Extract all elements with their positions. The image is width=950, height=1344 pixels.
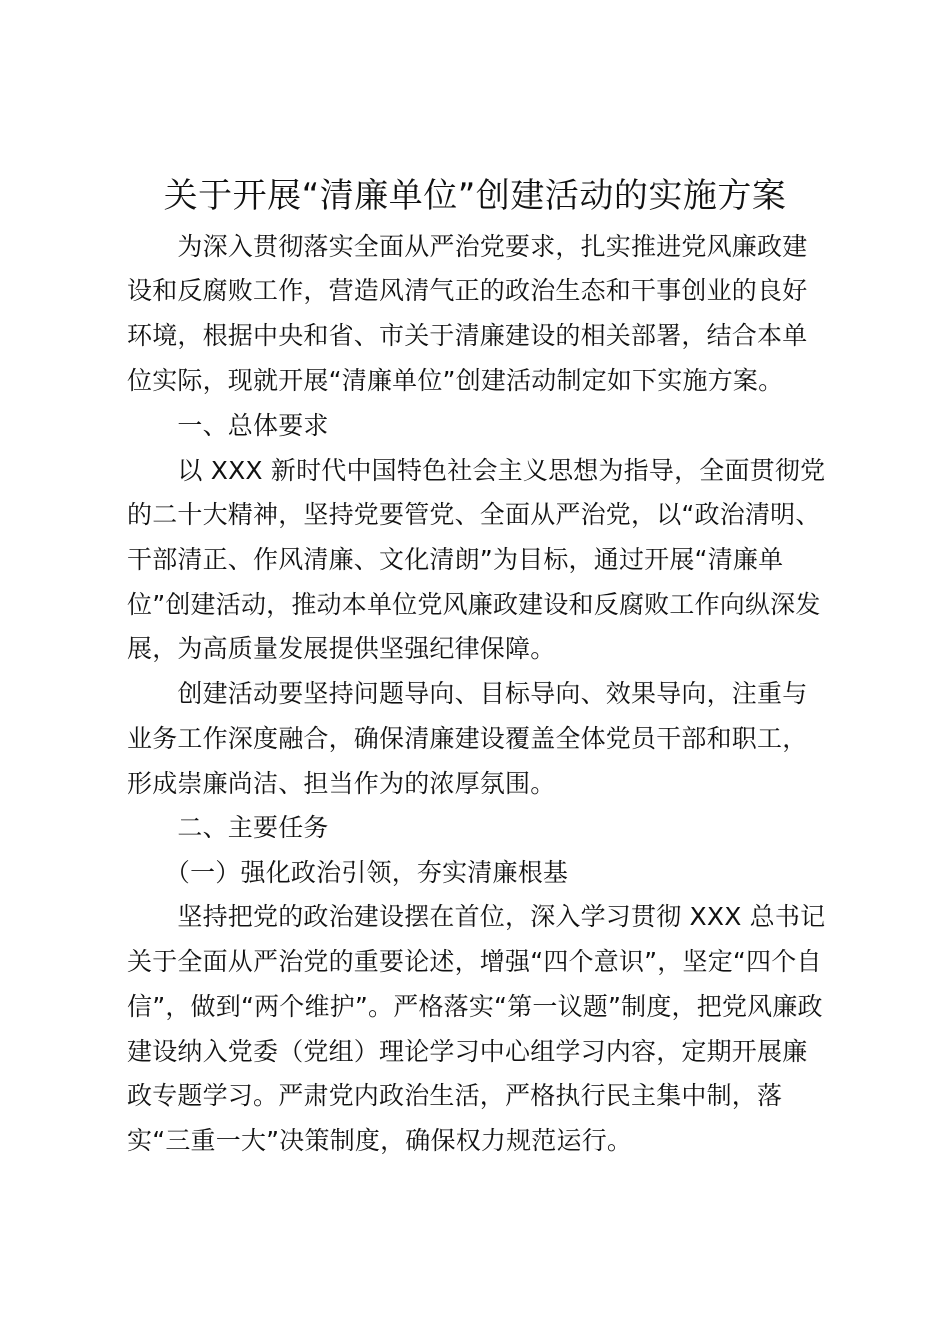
body-line: 建设纳入党委（党组）理论学习中心组学习内容，定期开展廉 (127, 1037, 808, 1066)
body-line: 以 XXX 新时代中国特色社会主义思想为指导，全面贯彻党 (127, 456, 826, 485)
body-line: 环境，根据中央和省、市关于清廉建设的相关部署，结合本单 (127, 321, 808, 350)
body-line: 位实际，现就开展“清廉单位”创建活动制定如下实施方案。 (127, 366, 784, 395)
section-heading: 二、主要任务 (127, 813, 329, 842)
body-line: 为深入贯彻落实全面从严治党要求，扎实推进党风廉政建 (127, 232, 808, 261)
body-line: 位”创建活动，推动本单位党风廉政建设和反腐败工作向纵深发 (127, 590, 821, 619)
body-line: 干部清正、作风清廉、文化清朗”为目标，通过开展“清廉单 (127, 545, 784, 574)
body-line: 展，为高质量发展提供坚强纪律保障。 (127, 634, 556, 663)
body-line: 创建活动要坚持问题导向、目标导向、效果导向，注重与 (127, 679, 808, 708)
body-line: 信”，做到“两个维护”。严格落实“第一议题”制度，把党风廉政 (127, 992, 823, 1021)
body-line: 坚持把党的政治建设摆在首位，深入学习贯彻 XXX 总书记 (127, 902, 826, 931)
subsection-heading: （一）强化政治引领，夯实清廉根基 (127, 858, 569, 887)
body-line: 关于全面从严治党的重要论述，增强“四个意识”，坚定“四个自 (127, 947, 822, 976)
body-line: 的二十大精神，坚持党要管党、全面从严治党，以“政治清明、 (127, 500, 821, 529)
body-line: 业务工作深度融合，确保清廉建设覆盖全体党员干部和职工， (127, 724, 808, 753)
document-title: 关于开展“清廉单位”创建活动的实施方案 (163, 176, 787, 216)
body-line: 实“三重一大”决策制度，确保权力规范运行。 (127, 1126, 633, 1155)
body-line: 设和反腐败工作，营造风清气正的政治生态和干事创业的良好 (127, 276, 808, 305)
section-heading: 一、总体要求 (127, 411, 329, 440)
body-line: 形成崇廉尚洁、担当作为的浓厚氛围。 (127, 769, 556, 798)
body-line: 政专题学习。严肃党内政治生活，严格执行民主集中制，落 (127, 1081, 783, 1110)
